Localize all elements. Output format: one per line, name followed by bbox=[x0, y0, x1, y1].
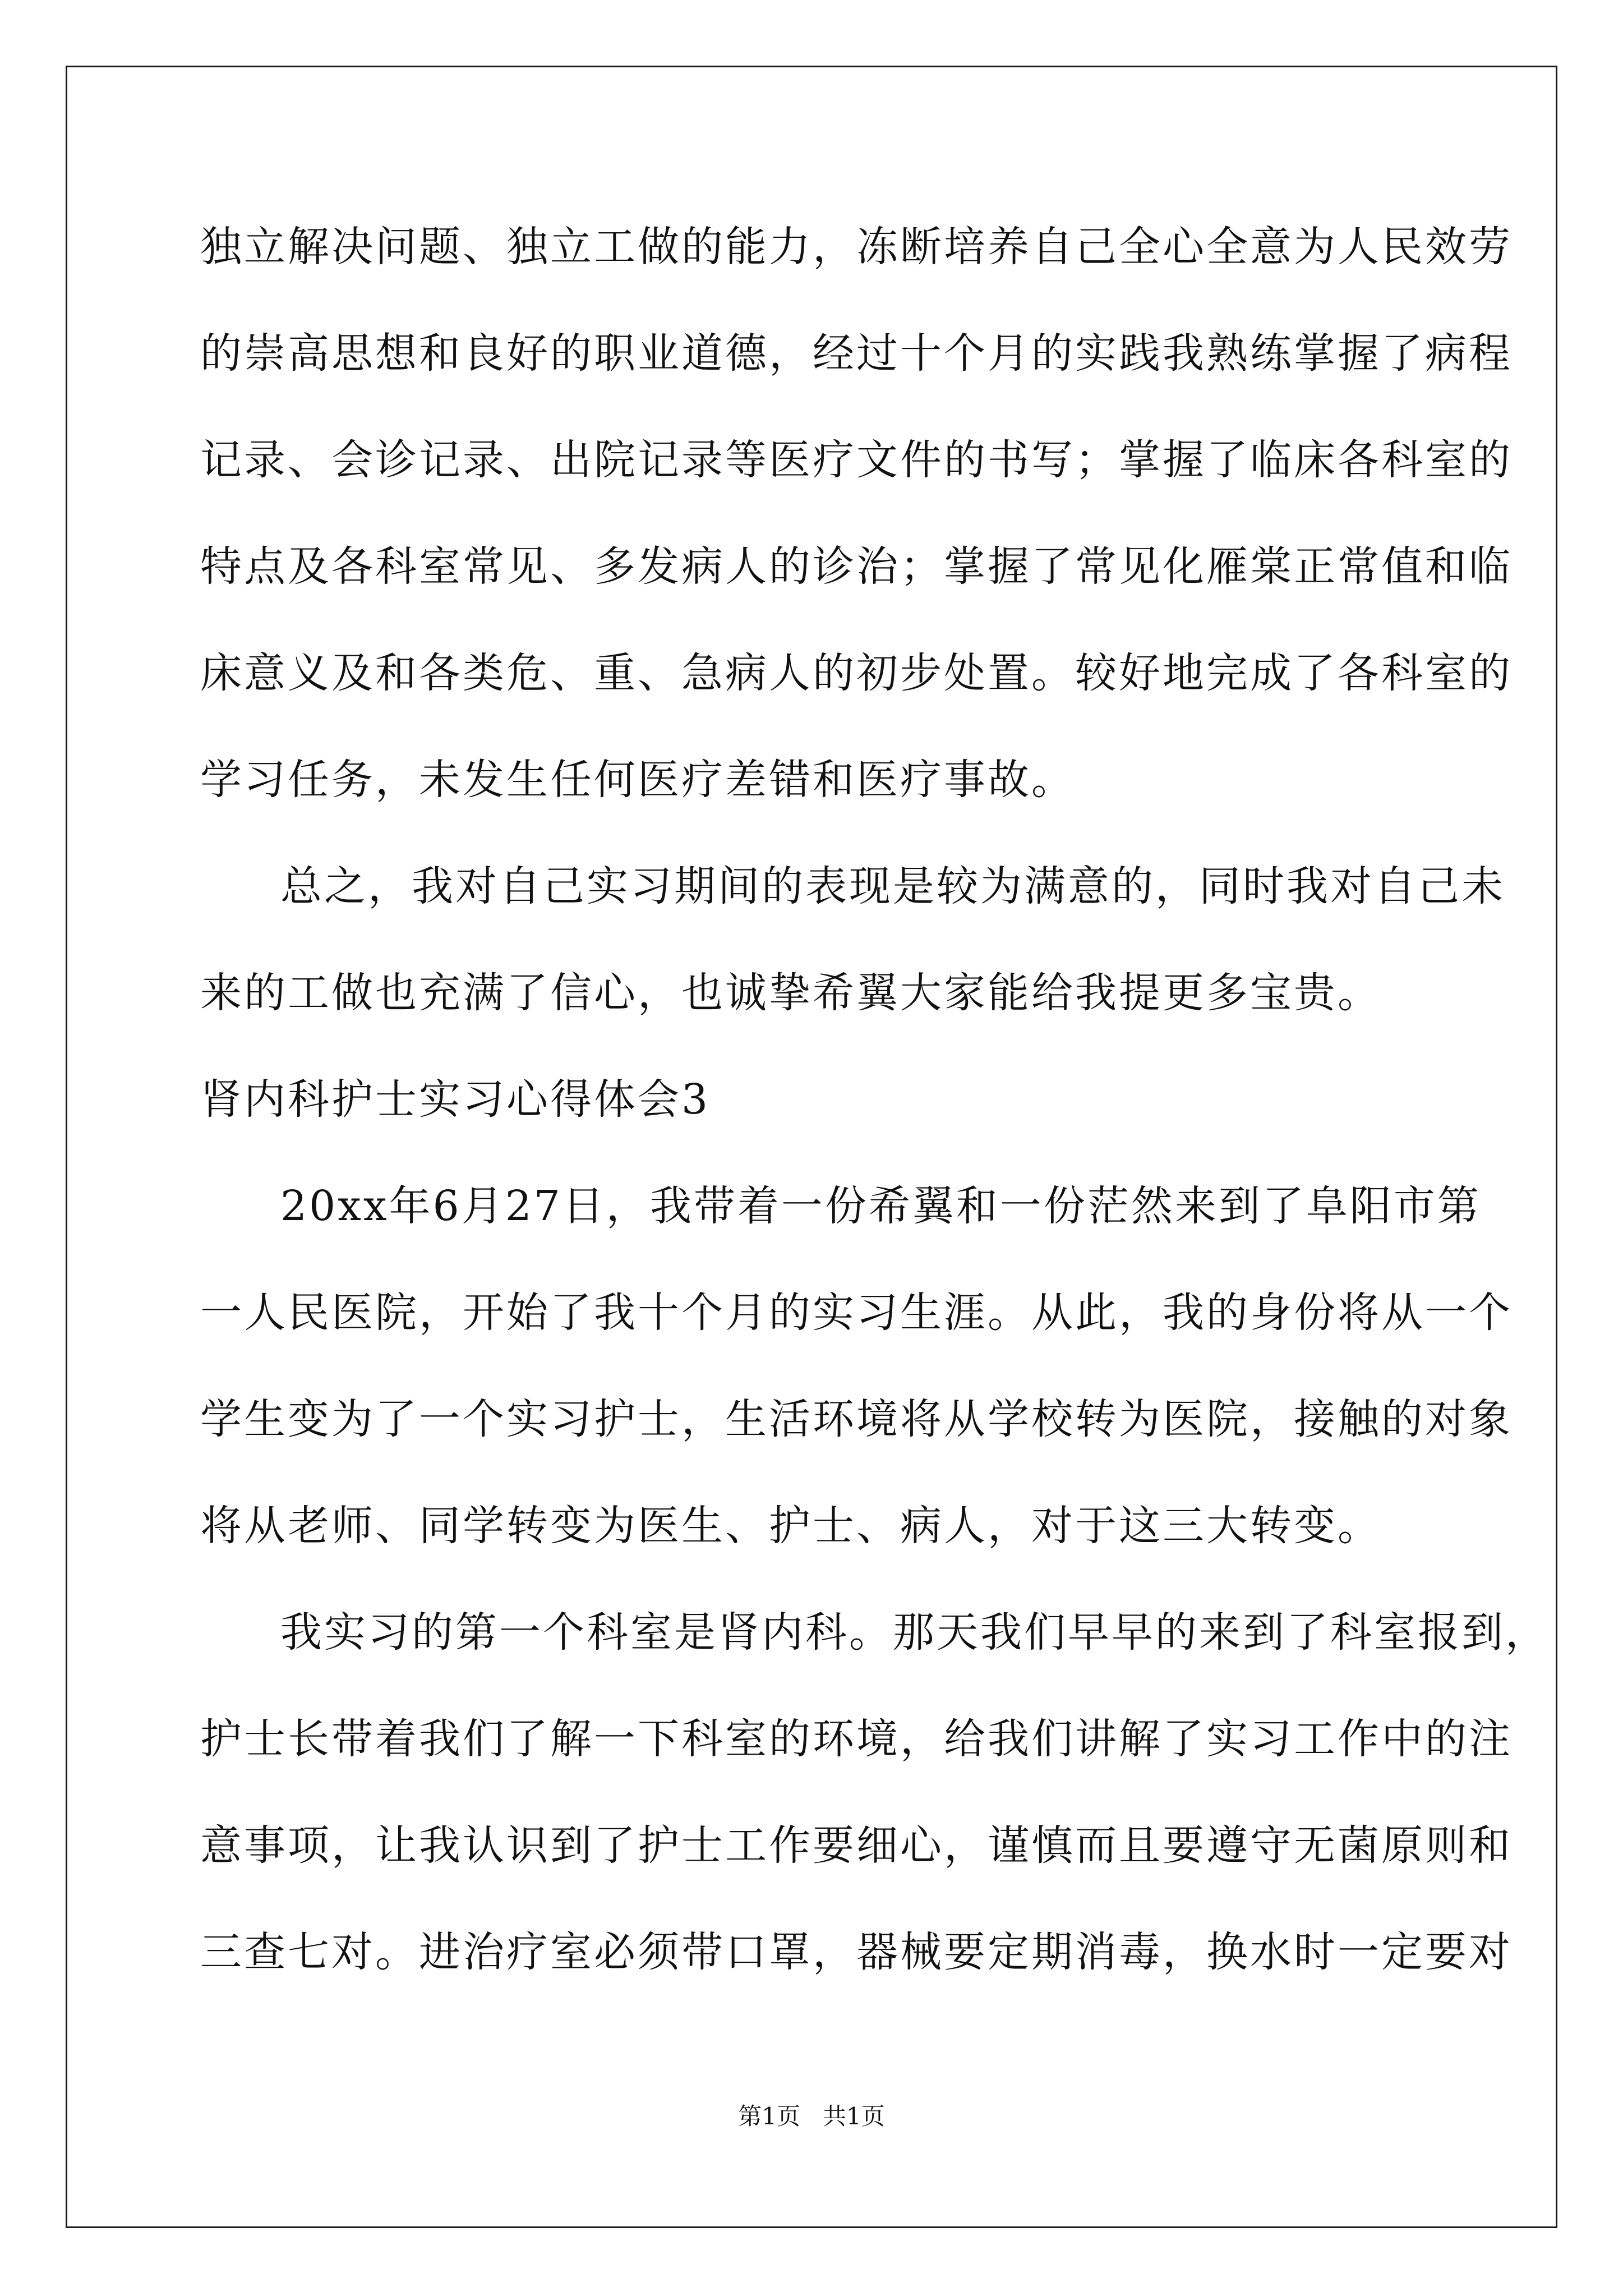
text-line-6: 学习任务，未发生任何医疗差错和医疗事故。 bbox=[200, 756, 1075, 804]
text-line-17: 三查七对。进治疗室必须带口罩，器械要定期消毒，换水时一定要对 bbox=[200, 1928, 1513, 1976]
text-line-15: 护士长带着我们了解一下科室的环境，给我们讲解了实习工作中的注 bbox=[200, 1715, 1513, 1763]
text-line-5: 床意义及和各类危、重、急病人的初步处置。较好地完成了各科室的 bbox=[200, 649, 1513, 697]
text-line-11: 一人民医院，开始了我十个月的实习生涯。从此，我的身份将从一个 bbox=[200, 1289, 1513, 1337]
text-line-4: 特点及各科室常见、多发病人的诊治；掌握了常见化雁棠正常值和临 bbox=[200, 542, 1513, 591]
text-line-16: 意事项，让我认识到了护士工作要细心，谨慎而且要遵守无菌原则和 bbox=[200, 1821, 1513, 1870]
text-line-3: 记录、会诊记录、出院记录等医疗文件的书写；掌握了临床各科室的 bbox=[200, 436, 1513, 484]
text-line-8: 来的工做也充满了信心，也诚挚希翼大家能给我提更多宝贵。 bbox=[200, 969, 1381, 1017]
page-border bbox=[66, 66, 1557, 2228]
page-footer: 第1页 共1页 bbox=[738, 2102, 885, 2130]
text-line-1: 独立解决问题、独立工做的能力，冻断培养自己全心全意为人民效劳 bbox=[200, 223, 1513, 271]
text-line-14: 我实习的第一个科室是肾内科。那天我们早早的来到了科室报到， bbox=[280, 1608, 1549, 1657]
text-line-13: 将从老师、同学转变为医生、护士、病人，对于这三大转变。 bbox=[200, 1502, 1381, 1550]
section-heading: 肾内科护士实习心得体会3 bbox=[200, 1075, 711, 1124]
text-line-10: 20xx年6月27日，我带着一份希翼和一份茫然来到了阜阳市第 bbox=[280, 1182, 1481, 1230]
text-line-2: 的崇高思想和良好的职业道德，经过十个月的实践我熟练掌握了病程 bbox=[200, 329, 1513, 378]
text-line-7: 总之，我对自己实习期间的表现是较为满意的，同时我对自己未 bbox=[280, 862, 1505, 910]
text-line-12: 学生变为了一个实习护士，生活环境将从学校转为医院，接触的对象 bbox=[200, 1395, 1513, 1443]
